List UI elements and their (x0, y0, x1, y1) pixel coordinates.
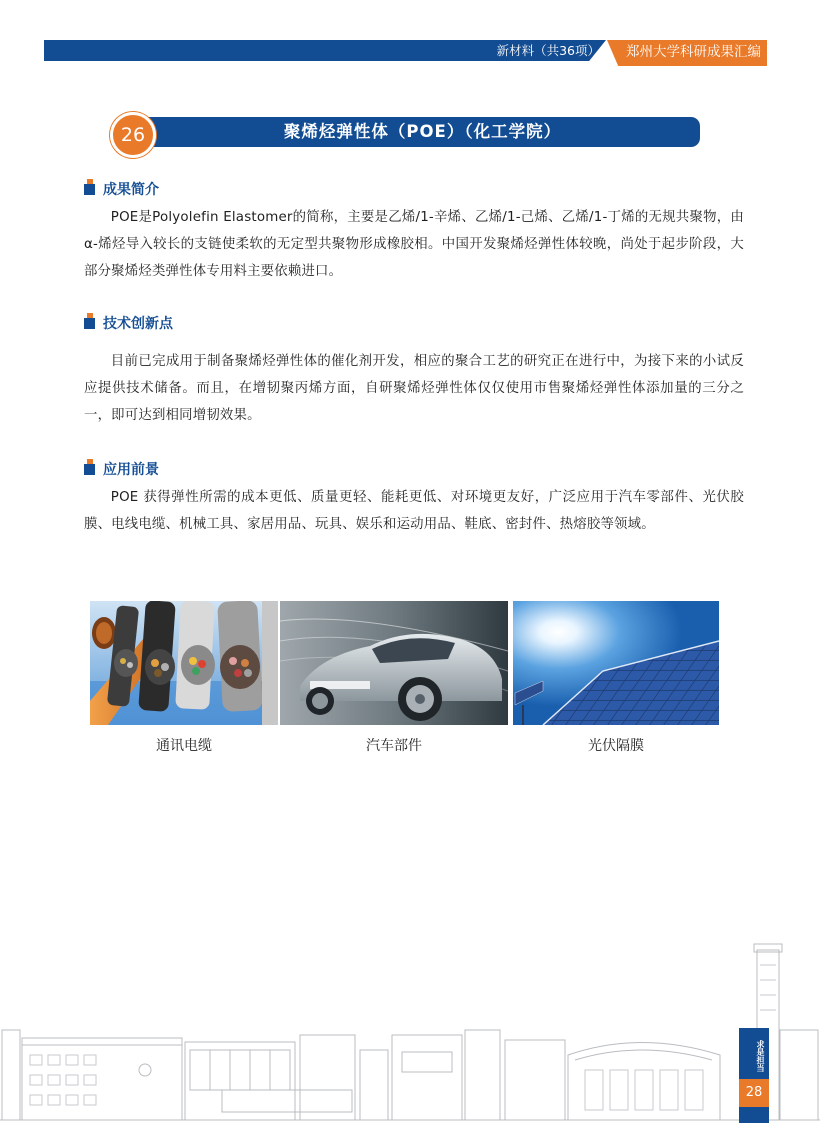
section-title: 应用前景 (103, 462, 159, 478)
project-title: 聚烯烃弹性体（POE）（化工学院） (283, 122, 562, 141)
section-body: POE 获得弹性所需的成本更低、质量更轻、能耗更低、对环境更友好，广泛应用于汽车零部件、光伏胶膜、电线电缆、机械工具、家居用品、玩具、娱乐和运动用品、鞋底、密封件、热熔胶等领域。 (84, 490, 744, 532)
page-number: 28 (745, 1085, 763, 1100)
image-caption: 汽车部件 (366, 738, 422, 754)
motto-text: 求是担当 (756, 1040, 765, 1072)
section-body: 目前已完成用于制备聚烯烃弹性体的催化剂开发，相应的聚合工艺的研究正在进行中，为接下来的小试反应提供技术储备。而且，在增韧聚丙烯方面，自研聚烯烃弹性体仅仅使用市售聚烯烃弹性体添加量的三分之一，即可达到相同增韧效果。 (84, 354, 744, 423)
solar-panel-photo (513, 601, 719, 725)
image-caption: 通讯电缆 (156, 738, 212, 754)
section-application (84, 458, 744, 538)
section-innovation (84, 312, 744, 429)
section-bullet-icon (84, 464, 95, 475)
image-caption: 光伏隔膜 (588, 738, 644, 754)
car-photo (280, 601, 508, 725)
project-number-badge: 26 (110, 112, 156, 158)
section-bullet-icon (84, 318, 95, 329)
cable-photo (90, 601, 278, 725)
section-body: POE是Polyolefin Elastomer的简称，主要是乙烯/1-辛烯、乙烯/1-己烯、乙烯/1-丁烯的无规共聚物，由α-烯烃导入较长的支链使柔软的无定型共聚物形成橡胶相。中国开发聚烯烃弹性体较晚，尚处于起步阶段，大部分聚烯烃类弹性体专用料主要依赖进口。 (84, 210, 744, 279)
section-bullet-icon (84, 184, 95, 195)
header-category: 新材料（共36项） (496, 43, 600, 58)
section-title: 成果简介 (103, 182, 159, 198)
section-title: 技术创新点 (103, 316, 173, 332)
section-summary (84, 178, 744, 285)
campus-skyline-illustration (0, 940, 820, 1123)
header-organization: 郑州大学科研成果汇编 (626, 44, 761, 60)
